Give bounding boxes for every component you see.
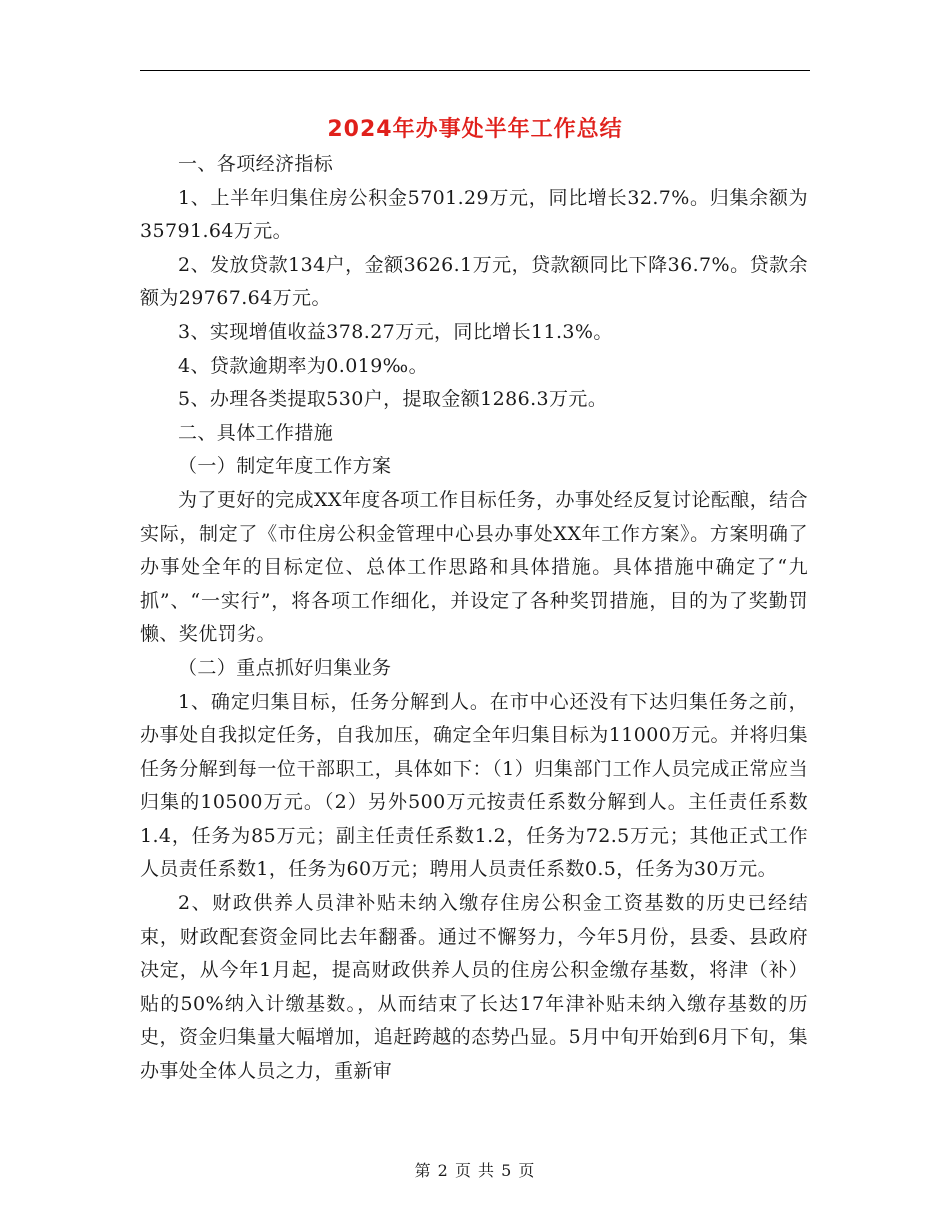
page-number: 第 2 页 共 5 页 (414, 1161, 536, 1180)
paragraph: 2、发放贷款134户，金额3626.1万元，贷款额同比下降36.7%。贷款余额为29767.64万元。 (140, 253, 808, 310)
paragraph: 为了更好的完成XX年度各项工作目标任务，办事处经反复讨论酝酿，结合实际，制定了《市住房公积金管理中心县办事处XX年工作方案》。方案明确了办事处全年的目标定位、总体工作思路和具体措施。具体措施中确定了“九抓”、“一实行”，将各项工作细化，并设定了各种奖罚措施，目的为了奖勤罚懒、奖优罚劣。 (140, 488, 808, 646)
paragraph: 1、确定归集目标，任务分解到人。在市中心还没有下达归集任务之前，办事处自我拟定任务，自我加压，确定全年归集目标为11000万元。并将归集任务分解到每一位干部职工，具体如下：（1）归集部门工作人员完成正常应当归集的10500万元。（2）另外500万元按责任系数分解到人。主任责任系数1.4，任务为85万元；副主任责任系数1.2，任务为72.5万元；其他正式工作人员责任系数1，任务为60万元；聘用人员责任系数0.5，任务为30万元。 (140, 690, 808, 881)
section-heading: 一、各项经济指标 (178, 153, 334, 175)
subsection-heading: （一）制定年度工作方案 (178, 455, 392, 478)
paragraph: 1、上半年归集住房公积金5701.29万元，同比增长32.7%。归集余额为35791.64万元。 (140, 186, 808, 243)
paragraph: 2、财政供养人员津补贴未纳入缴存住房公积金工资基数的历史已经结束，财政配套资金同比去年翻番。通过不懈努力，今年5月份，县委、县政府决定，从今年1月起，提高财政供养人员的住房公积金缴存基数，将津（补）贴的50%纳入计缴基数。，从而结束了长达17年津补贴未纳入缴存基数的历史，资金归集量大幅增加，追赶跨越的态势凸显。5月中旬开始到6月下旬，集办事处全体人员之力，重新审 (140, 892, 808, 1083)
section-heading: 二、具体工作措施 (178, 421, 334, 444)
header-rule (140, 70, 810, 71)
document-body (140, 148, 808, 1089)
subsection-heading: （二）重点抓好归集业务 (178, 656, 392, 679)
paragraph: 5、办理各类提取530户，提取金额1286.3万元。 (178, 388, 608, 411)
document-title: 2024年办事处半年工作总结 (327, 117, 623, 142)
paragraph: 4、贷款逾期率为0.019‰。 (178, 354, 428, 377)
paragraph: 3、实现增值收益378.27万元，同比增长11.3%。 (178, 320, 613, 343)
